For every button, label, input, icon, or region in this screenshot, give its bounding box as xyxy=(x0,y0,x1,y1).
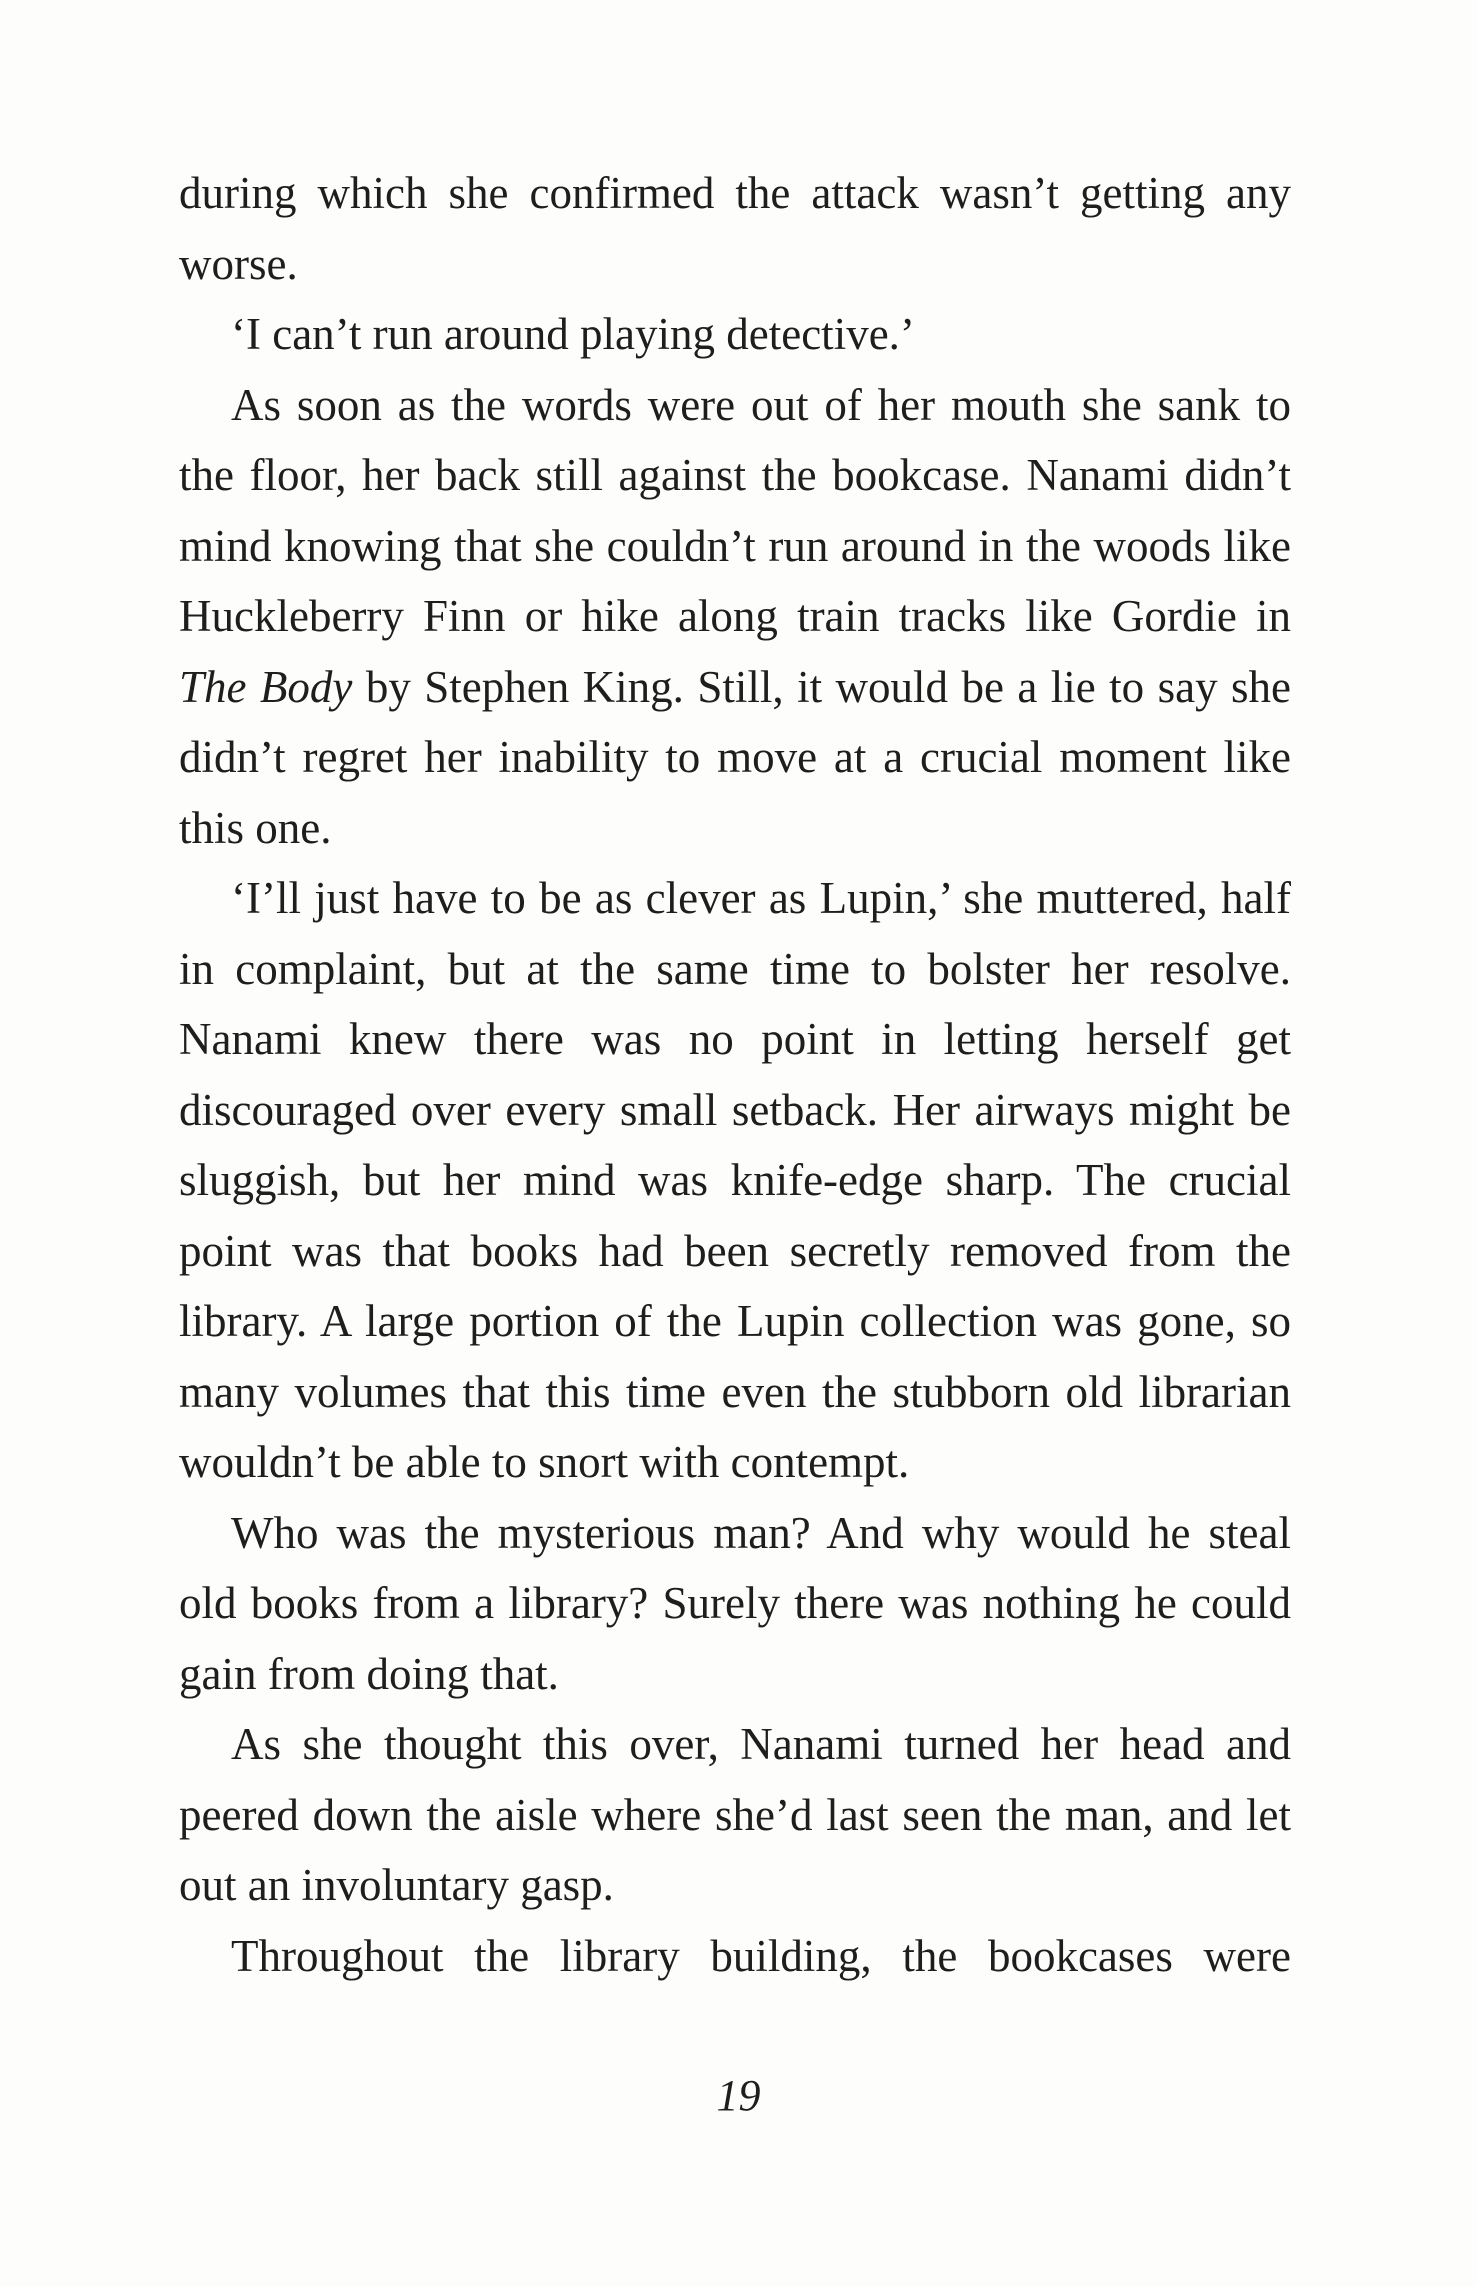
paragraph: As she thought this over, Nanami turned her head and peered down the aisle where she’d last seen the man, and let out an involuntary gasp. xyxy=(179,1719,1291,1910)
paragraph: Who was the mysterious man? And why would he steal old books from a library? Surely there was nothing he could gain from doing that. xyxy=(179,1507,1291,1699)
paragraph-text-after-title: by Stephen King. Still, it would be a lie to say she didn’t regret her inability to move at a crucial moment like this one. xyxy=(179,661,1291,853)
paragraph: ‘I’ll just have to be as clever as Lupin,’ she muttered, half in complaint, but at the same time to bolster her resolve. Nanami knew there was no point in letting herself get discouraged over every small setback. Her airways might be sluggish, but her mind was knife-edge sharp. The crucial point was that books had been secretly removed from the library. A large portion of the Lupin collection was gone, so many volumes that this time even the stubborn old librarian wouldn’t be able to snort with contempt. xyxy=(179,873,1291,1487)
paragraph: Throughout the library building, the bookcases were xyxy=(231,1930,1291,1981)
paragraph: during which she confirmed the attack wasn’t getting any worse. xyxy=(179,168,1291,289)
paragraph-text-before-title: As soon as the words were out of her mouth she sank to the floor, her back still against the bookcase. Nanami didn’t mind knowing that she couldn’t run around in the woods like Huckleberry Finn or hike along train tracks like Gordie in xyxy=(179,379,1291,641)
book-title-italic: The Body xyxy=(179,661,353,712)
page-number: 19 xyxy=(716,2071,761,2120)
body-text xyxy=(179,158,1291,1991)
paragraph: ‘I can’t run around playing detective.’ xyxy=(231,309,915,359)
paragraph xyxy=(179,370,1291,864)
